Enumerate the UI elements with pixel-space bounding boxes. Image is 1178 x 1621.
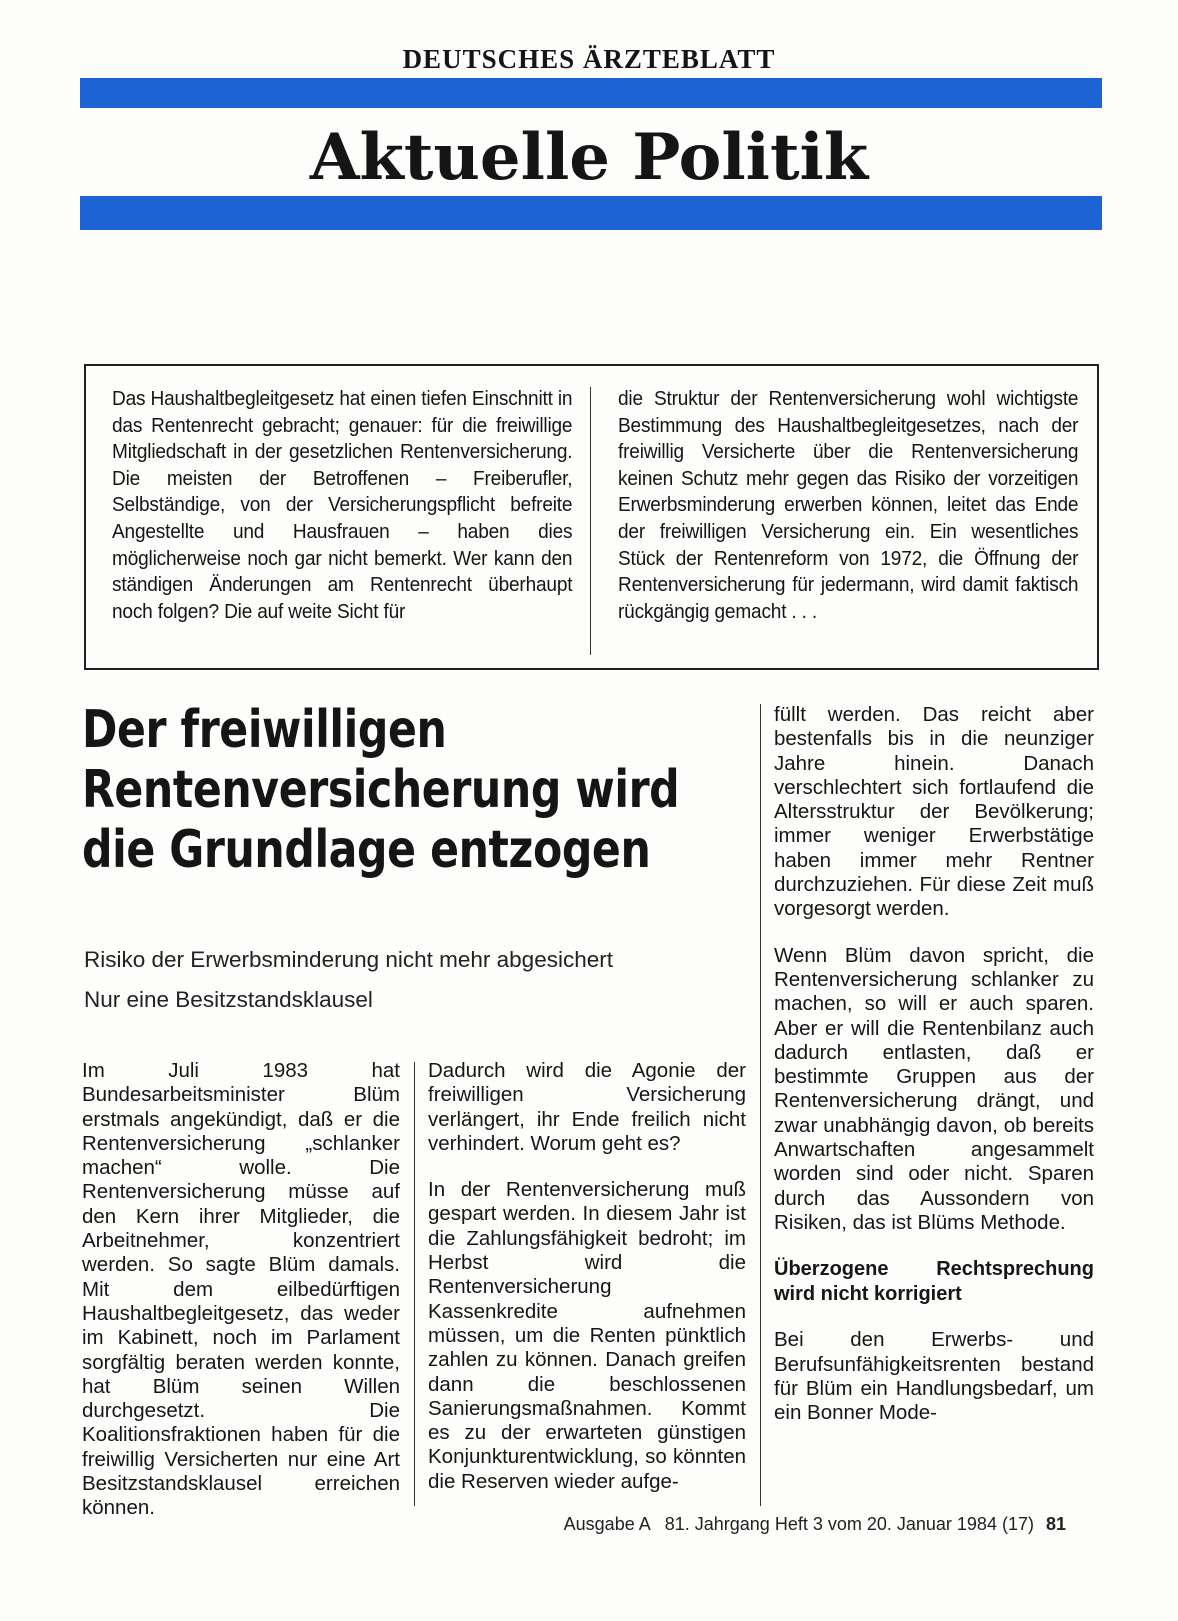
page-number: 81: [1045, 1514, 1066, 1534]
body-column-2: [428, 1059, 746, 1516]
top-accent-bar: [80, 78, 1102, 108]
lead-column-divider: [590, 387, 591, 655]
paragraph: Wenn Blüm davon spricht, die Rentenversicherung schlanker zu machen, so will er auch sparen. Aber er will die Rentenbilanz auch dadurch entlasten, daß er bestimmte Gruppen aus der Rentenversicherung drängt, und zwar unabhängig davon, ob bereits Anwartschaften angesammelt worden sind oder nicht. Sparen durch das Aussondern von Risiken, das ist Blüms Methode.: [774, 943, 1094, 1234]
article-subhead-2: Nur eine Besitzstandsklausel: [84, 987, 373, 1012]
page-footer: [564, 1513, 1066, 1535]
article-subhead-1: Risiko der Erwerbsminderung nicht mehr abgesichert: [84, 947, 613, 972]
paragraph: In der Rentenversicherung muß gespart werden. In diesem Jahr ist die Zahlungsfähigkeit bedroht; im Herbst wird die Rentenversicherung Kassenkredite aufnehmen müssen, um die Renten pünktlich zahlen zu können. Danach greifen dann die beschlossenen Sanierungsmaßnahmen. Kommt es zu der erwarteten günstigen Konjunkturentwicklung, so könnten die Reserven wieder aufge-: [428, 1178, 746, 1493]
publication-name: DEUTSCHES ÄRZTEBLATT: [402, 44, 776, 74]
headline-line: Der freiwilligen: [82, 700, 447, 760]
subsection-heading: Überzogene Rechtsprechung wird nicht korrigiert: [774, 1258, 1094, 1305]
section-title: Aktuelle Politik: [309, 120, 869, 195]
paragraph: füllt werden. Das reicht aber bestenfalls bis in die neunziger Jahre hinein. Danach verschlechtert sich fortlaufend die Altersstruktur der Bevölkerung; immer weniger Erwerbstätige haben immer mehr Rentner durchzuziehen. Für diese Zeit muß vorgesorgt werden.: [774, 703, 1094, 921]
paragraph: Im Juli 1983 hat Bundesarbeitsminister Blüm erstmals angekündigt, daß er die Rentenversicherung „schlanker machen“ wolle. Die Rentenversicherung müsse auf den Kern ihrer Mitglieder, die Arbeitnehmer, konzentriert werden. So sagte Blüm damals. Mit dem eilbedürftigen Haushaltbegleitgesetz, das weder im Kabinett, noch im Parlament sorgfältig beraten werden konnte, hat Blüm seinen Willen durchgesetzt. Die Koalitionsfraktionen haben für die freiwillig Versicherten nur eine Art Besitzstandsklausel erreichen können.: [82, 1059, 400, 1520]
headline-line: die Grundlage entzogen: [82, 820, 651, 880]
body-column-3: [774, 703, 1094, 1447]
column-divider-1: [414, 1062, 415, 1506]
body-column-1: [82, 1059, 400, 1543]
bottom-accent-bar: [80, 196, 1102, 230]
headline-line: Rentenversicherung wird: [82, 760, 680, 820]
paragraph: Bei den Erwerbs- und Berufsunfähigkeitsrenten bestand für Blüm ein Handlungsbedarf, um ein Bonner Mode-: [774, 1328, 1094, 1425]
paragraph: Dadurch wird die Agonie der freiwilligen Versicherung verlängert, ihr Ende freilich nicht verhindert. Worum geht es?: [428, 1059, 746, 1155]
lead-column-2: die Struktur der Rentenversicherung wohl wichtigste Bestimmung des Haushaltbegleitgesetzes, nach der freiwillig Versicherte über die Rentenversicherung keinen Schutz mehr gegen das Risiko der vorzeitigen Erwerbsminderung erwerben können, leitet das Ende der freiwilligen Versicherung ein. Ein wesentliches Stück der Rentenreform von 1972, die Öffnung der Rentenversicherung für jedermann, wird damit faktisch rückgängig gemacht . . .: [618, 387, 1079, 623]
article-headline: [82, 700, 680, 880]
lead-column-1: Das Haushaltbegleitgesetz hat einen tiefen Einschnitt in das Rentenrecht gebracht; genauer: für die freiwillige Mitgliedschaft in der gesetzlichen Rentenversicherung. Die meisten der Betroffenen – Freiberufler, Selbständige, von der Versicherungspflicht befreite Angestellte und Hausfrauen – haben dies möglicherweise noch gar nicht bemerkt. Wer kann den ständigen Änderungen am Rentenrecht überhaupt noch folgen? Die auf weite Sicht für: [112, 387, 573, 623]
issue-info: Ausgabe A 81. Jahrgang Heft 3 vom 20. Januar 1984 (17): [563, 1514, 1034, 1534]
column-divider-2: [760, 704, 761, 1506]
